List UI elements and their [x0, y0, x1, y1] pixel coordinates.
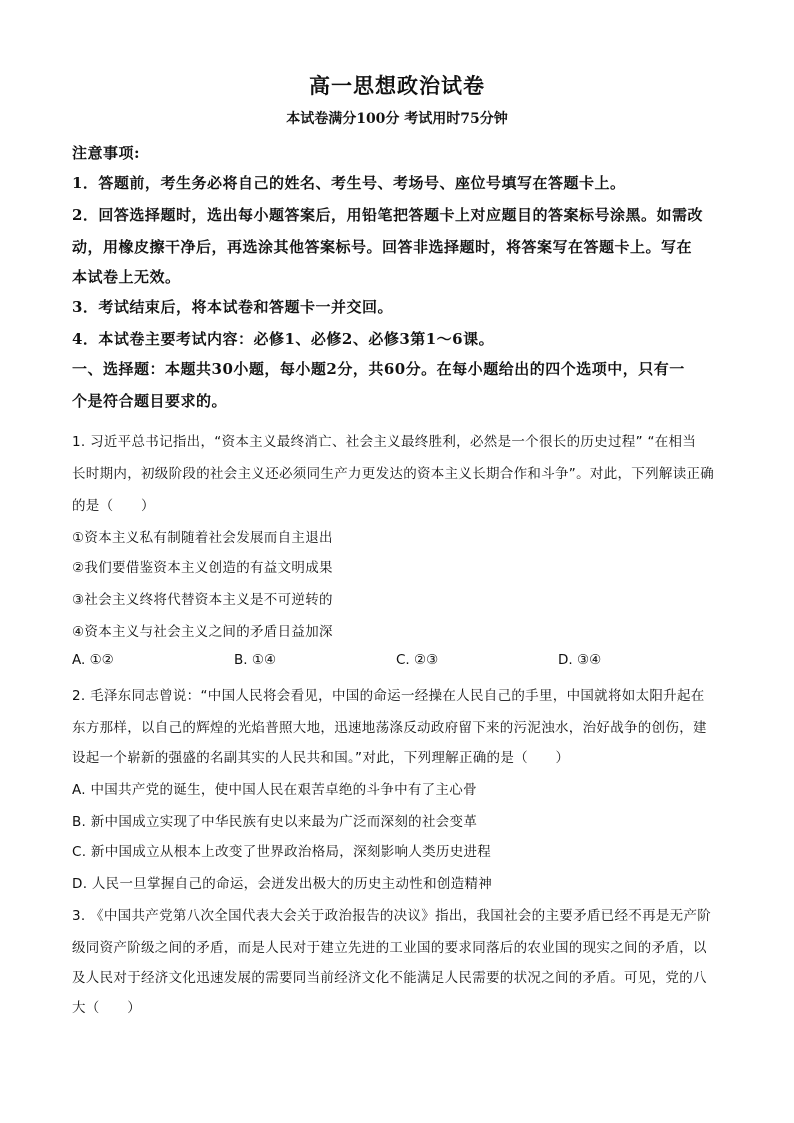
- notice-line-5: 3．考试结束后，将本试卷和答题卡一并交回。: [72, 298, 393, 316]
- q1-statement-1: ①资本主义私有制随着社会发展而自主退出: [72, 530, 333, 546]
- q2-option-b: B. 新中国成立实现了中华民族有史以来最为广泛而深刻的社会变革: [72, 814, 478, 830]
- notice-line-3: 动，用橡皮擦干净后，再选涂其他答案标号。回答非选择题时，将答案写在答题卡上。写在: [72, 238, 693, 256]
- q1-option-b: B. ①④: [234, 652, 277, 668]
- q1-statement-4: ④资本主义与社会主义之间的矛盾日益加深: [72, 624, 333, 640]
- q2-stem-line-1: 2. 毛泽东同志曾说：“中国人民将会看见，中国的命运一经操在人民自己的手里，中国就将如太阳升起在: [72, 688, 705, 704]
- q1-statement-3: ③社会主义终将代替资本主义是不可逆转的: [72, 592, 333, 608]
- notice-line-2: 2．回答选择题时，选出每小题答案后，用铅笔把答题卡上对应题目的答案标号涂黑。如需改: [72, 206, 703, 224]
- q1-option-d: D. ③④: [558, 652, 602, 668]
- exam-title: 高一思想政治试卷: [309, 73, 485, 98]
- q2-option-a: A. 中国共产党的诞生，使中国人民在艰苦卓绝的斗争中有了主心骨: [72, 782, 477, 798]
- section-heading-line-1: 一、选择题：本题共30小题，每小题2分，共60分。在每小题给出的四个选项中，只有一: [72, 360, 685, 378]
- q3-stem-line-1: 3. 《中国共产党第八次全国代表大会关于政治报告的决议》指出，我国社会的主要矛盾已经不再是无产阶: [72, 908, 712, 924]
- q3-stem-line-4: 大（ ）: [72, 1000, 141, 1016]
- q2-stem-line-3: 设起一个崭新的强盛的名副其实的人民共和国。”对此，下列理解正确的是（ ）: [72, 750, 570, 766]
- q1-option-c: C. ②③: [396, 652, 439, 668]
- notice-line-4: 本试卷上无效。: [72, 268, 181, 286]
- exam-subtitle: 本试卷满分100分 考试用时75分钟: [286, 111, 508, 127]
- notice-heading: 注意事项:: [72, 144, 141, 162]
- q1-option-a: A. ①②: [72, 652, 114, 668]
- q1-stem-line-3: 的是（ ）: [72, 498, 155, 514]
- q3-stem-line-2: 级同资产阶级之间的矛盾，而是人民对于建立先进的工业国的要求同落后的农业国的现实之间的矛盾，以: [72, 940, 707, 956]
- q2-option-c: C. 新中国成立从根本上改变了世界政治格局，深刻影响人类历史进程: [72, 844, 492, 860]
- q1-statement-2: ②我们要借鉴资本主义创造的有益文明成果: [72, 560, 333, 576]
- q1-stem-line-1: 1. 习近平总书记指出，“资本主义最终消亡、社会主义最终胜利，必然是一个很长的历史过程” “在相当: [72, 434, 697, 450]
- q3-stem-line-3: 及人民对于经济文化迅速发展的需要同当前经济文化不能满足人民需要的状况之间的矛盾。可见，党的八: [72, 970, 707, 986]
- section-heading-line-2: 个是符合题目要求的。: [72, 392, 228, 410]
- q2-option-d: D. 人民一旦掌握自己的命运，会迸发出极大的历史主动性和创造精神: [72, 876, 493, 892]
- notice-line-1: 1．答题前，考生务必将自己的姓名、考生号、考场号、座位号填写在答题卡上。: [72, 174, 626, 192]
- notice-line-6: 4．本试卷主要考试内容：必修1、必修2、必修3第1～6课。: [72, 330, 495, 348]
- q2-stem-line-2: 东方那样，以自己的辉煌的光焰普照大地，迅速地荡涤反动政府留下来的污泥浊水，治好战争的创伤，建: [72, 720, 707, 736]
- q1-stem-line-2: 长时期内，初级阶段的社会主义还必须同生产力更发达的资本主义长期合作和斗争”。对此，下列解读正确: [72, 466, 715, 482]
